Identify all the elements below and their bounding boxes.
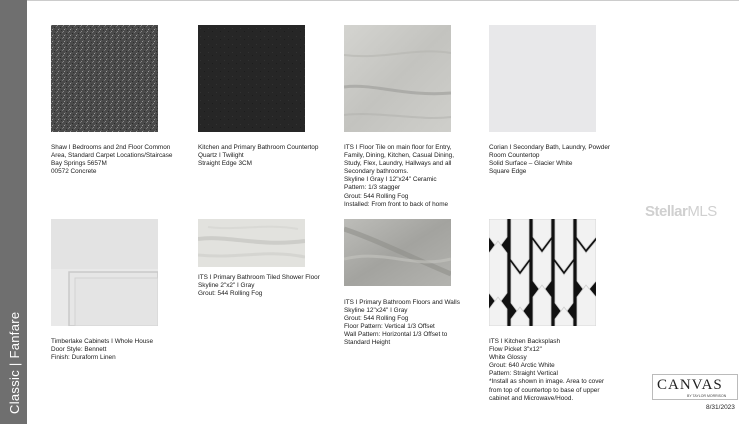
cabinet-swatch xyxy=(51,219,158,326)
watermark-rest: MLS xyxy=(687,203,717,220)
carpet-caption: Shaw I Bedrooms and 2nd Floor Common Area, Standard Carpet Locations/Staircase Bay Springs 5657M 00572 Concrete xyxy=(51,144,173,176)
watermark-bold: Stellar xyxy=(645,203,688,220)
cabinet-caption: Timberlake Cabinets I Whole House Door Style: Bennett Finish: Duraform Linen xyxy=(51,338,154,362)
collection-title: Classic | Fanfare xyxy=(7,311,22,414)
sidebar xyxy=(0,0,27,424)
cabinet-door-image xyxy=(51,219,158,326)
bath-floor-texture-image xyxy=(344,219,451,286)
document-date: 8/31/2023 xyxy=(706,404,735,411)
shower-tile-caption: ITS I Primary Bathroom Tiled Shower Floor Skyline 2"x2" I Gray Grout: 544 Rolling Fog xyxy=(198,274,320,298)
shower-tile-texture-image xyxy=(198,219,305,267)
corian-swatch xyxy=(489,25,596,132)
corian-caption: Corian I Secondary Bath, Laundry, Powder Room Countertop Solid Surface – Glacier White Square Edge xyxy=(489,144,611,176)
backsplash-caption: ITS I Kitchen Backsplash Flow Picket 3"x12" White Glossy Grout: 640 Arctic White Pattern: Straight Vertical *Install as shown in image. Area to cover from top of countertop to base of upper cabinet and Microwave/Hood. xyxy=(489,338,605,402)
shower-tile-swatch xyxy=(198,219,305,267)
floor-tile-texture-image xyxy=(344,25,451,132)
backsplash-tile-image xyxy=(489,219,596,326)
backsplash-swatch xyxy=(489,219,596,326)
bath-floor-swatch xyxy=(344,219,451,286)
top-divider xyxy=(27,0,739,1)
floor-tile-caption: ITS I Floor Tile on main floor for Entry, Family, Dining, Kitchen, Casual Dining, Study, Flex, Laundry, Hallways and all Secondary bathrooms. Skyline I Gray I 12"x24" Ceramic Pattern: 1/3 stagger Grout: 544 Rolling Fog Installed: From front to back of home xyxy=(344,144,454,208)
canvas-logo xyxy=(652,374,738,400)
logo-sub: BY TAYLOR MORRISON xyxy=(687,394,727,398)
bath-floor-caption: ITS I Primary Bathroom Floors and Walls Skyline 12"x24" I Gray Grout: 544 Rolling Fog Floor Pattern: Vertical 1/3 Offset Wall Pattern: Horizontal 1/3 Offset to Standard Height xyxy=(344,299,460,347)
stellarmls-watermark xyxy=(645,203,717,220)
floor-tile-swatch xyxy=(344,25,451,132)
quartz-texture-image xyxy=(198,25,305,132)
quartz-swatch xyxy=(198,25,305,132)
logo-name: CANVAS xyxy=(657,377,723,393)
carpet-texture-image xyxy=(51,25,158,132)
carpet-swatch xyxy=(51,25,158,132)
quartz-caption: Kitchen and Primary Bathroom Countertop Quartz I Twilight Straight Edge 3CM xyxy=(198,144,319,168)
